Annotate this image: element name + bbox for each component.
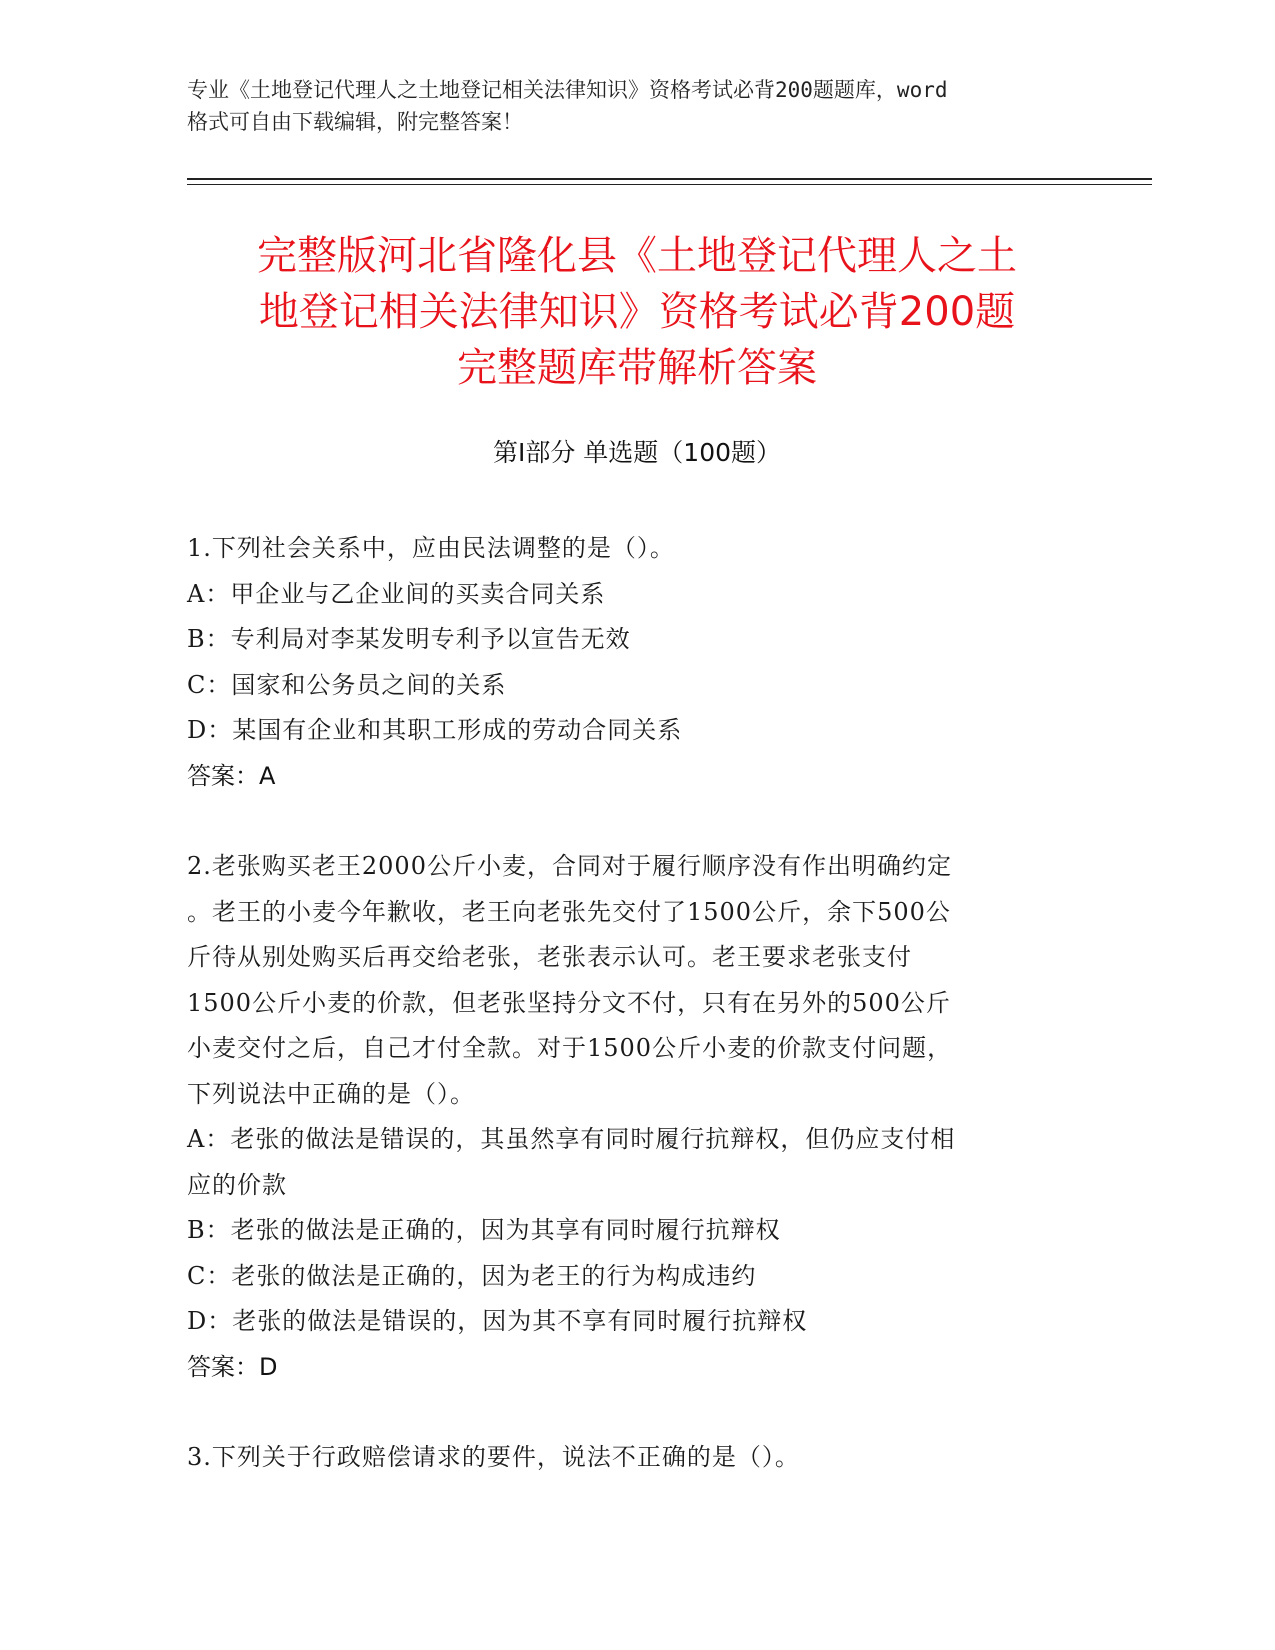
question-spacer	[187, 1390, 1087, 1435]
header-note	[187, 74, 1087, 138]
question-1-option-d: D：某国有企业和其职工形成的劳动合同关系	[187, 716, 683, 744]
question-1-answer: 答案：A	[187, 761, 276, 790]
question-2-option-a-line-2: 应的价款	[187, 1170, 287, 1199]
document-title-line-1: 完整版河北省隆化县《土地登记代理人之土	[257, 233, 1017, 279]
question-spacer	[187, 799, 1087, 844]
document-title-line-2: 地登记相关法律知识》资格考试必背200题	[258, 289, 1016, 335]
question-1-stem: 1.下列社会关系中，应由民法调整的是（）。	[187, 534, 675, 562]
question-1	[187, 526, 1087, 799]
question-1-option-b: B：专利局对李某发明专利予以宣告无效	[187, 625, 631, 653]
question-2	[187, 844, 1087, 1390]
question-2-option-d: D：老张的做法是错误的，因为其不享有同时履行抗辩权	[187, 1307, 808, 1335]
header-divider-thin	[187, 184, 1152, 185]
question-2-option-b: B：老张的做法是正确的，因为其享有同时履行抗辩权	[187, 1216, 781, 1244]
document-title-line-3: 完整题库带解析答案	[457, 345, 817, 391]
header-note-line-1: 专业《土地登记代理人之土地登记相关法律知识》资格考试必背200题题库，word	[187, 78, 948, 102]
question-2-option-a-line-1: A：老张的做法是错误的，其虽然享有同时履行抗辩权，但仍应支付相	[187, 1125, 956, 1153]
question-2-answer: 答案：D	[187, 1352, 278, 1381]
question-2-stem-line-2: 。老王的小麦今年歉收，老王向老张先交付了1500公斤，余下500公	[187, 897, 951, 926]
question-list	[187, 526, 1087, 1481]
question-3	[187, 1435, 1087, 1481]
section-title: 第Ⅰ部分 单选题（100题）	[492, 438, 782, 467]
question-3-stem: 3.下列关于行政赔偿请求的要件，说法不正确的是（）。	[187, 1443, 800, 1471]
header-note-line-2: 格式可自由下载编辑，附完整答案！	[187, 110, 523, 134]
question-2-stem-line-4: 1500公斤小麦的价款，但老张坚持分文不付，只有在另外的500公斤	[187, 988, 951, 1017]
question-1-option-c: C：国家和公务员之间的关系	[187, 670, 507, 699]
question-2-option-c: C：老张的做法是正确的，因为老王的行为构成违约	[187, 1261, 757, 1290]
document-title	[187, 228, 1087, 396]
question-2-stem-line-5: 小麦交付之后，自己才付全款。对于1500公斤小麦的价款支付问题，	[187, 1034, 953, 1062]
question-2-stem-line-1: 2.老张购买老王2000公斤小麦，合同对于履行顺序没有作出明确约定	[187, 852, 952, 880]
question-1-option-a: A：甲企业与乙企业间的买卖合同关系	[187, 579, 606, 608]
question-2-stem-line-3: 斤待从别处购买后再交给老张，老张表示认可。老王要求老张支付	[187, 943, 912, 971]
question-2-stem-line-6: 下列说法中正确的是（）。	[187, 1079, 475, 1108]
header-divider-thick	[187, 178, 1152, 180]
